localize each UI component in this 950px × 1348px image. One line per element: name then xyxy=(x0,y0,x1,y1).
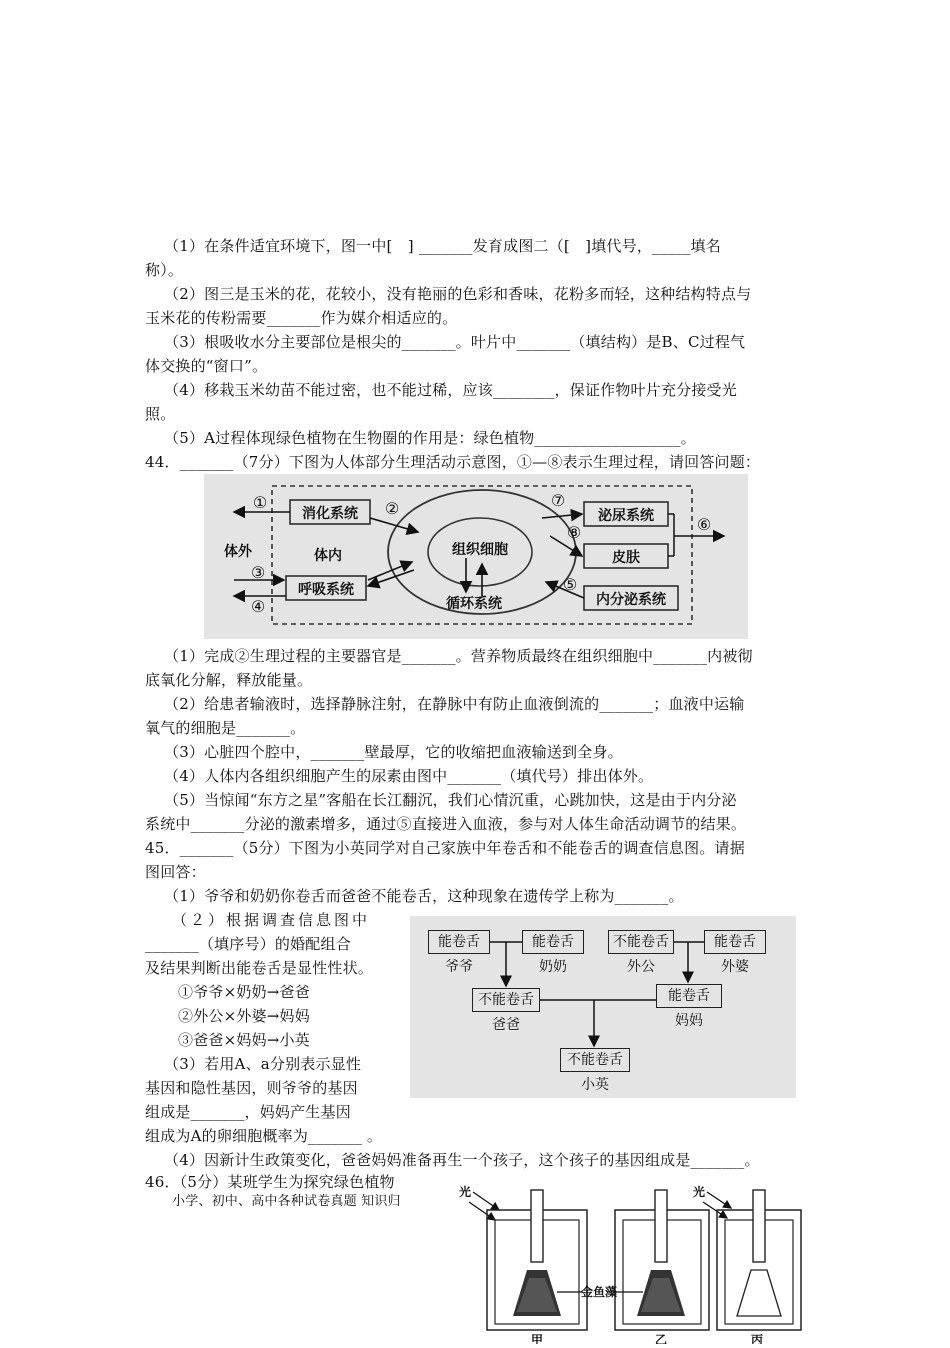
q43-part4-line2: 照。 xyxy=(145,405,176,423)
tissue-cell-label: 组织细胞 xyxy=(452,542,508,558)
mother-trait: 能卷舌 xyxy=(656,984,722,1008)
father-label: 爸爸 xyxy=(492,1017,520,1033)
q43-part5: （5）A过程体现绿色植物在生物圈的作用是：绿色植物___________________。 xyxy=(164,429,696,447)
grandma-paternal-label: 奶奶 xyxy=(539,959,567,975)
process-8-marker: ⑧ xyxy=(566,523,582,542)
footer-watermark-text: 小学、初中、高中各种试卷真题 知识归 xyxy=(172,1194,401,1209)
q44-part4: （4）人体内各组织细胞产生的尿素由图中_______（填代号）排出体外。 xyxy=(164,767,654,785)
q45-heading-line1: 45．_______（5分）下图为小英同学对自己家族中年卷舌和不能卷舌的调查信息图。请据 xyxy=(145,839,745,857)
q45-heading-line2: 图回答： xyxy=(145,863,206,881)
q45-part4: （4）因新计生政策变化，爸爸妈妈准备再生一个孩子，这个孩子的基因组成是_______。 xyxy=(164,1151,760,1169)
xiaoying-label: 小英 xyxy=(581,1077,609,1093)
q45-part2-line1: （２）根据调查信息图中 xyxy=(172,911,371,929)
q45-option-3: ③爸爸×妈妈→小英 xyxy=(178,1031,310,1049)
beaker-jia-label: 甲 xyxy=(530,1333,544,1344)
mother-label: 妈妈 xyxy=(675,1013,703,1029)
process-6-marker: ⑥ xyxy=(696,515,712,534)
physiology-diagram xyxy=(204,474,748,639)
inside-label: 体内 xyxy=(314,548,342,564)
q43-part2-line2: 玉米花的传粉需要_______作为媒介相适应的。 xyxy=(145,309,458,327)
q43-part1-line2: 称）。 xyxy=(145,261,184,279)
q46-heading: 46．（5分）某班学生为探究绿色植物 xyxy=(145,1173,395,1191)
q45-part1: （1）爷爷和奶奶你卷舌而爸爸不能卷舌，这种现象在遗传学上称为_______。 xyxy=(164,887,684,905)
q45-option-2: ②外公×外婆→妈妈 xyxy=(178,1007,310,1025)
q45-part3-line1: （3）若用A、a分别表示显性 xyxy=(164,1055,362,1073)
q44-part5-line1: （5）当惊闻“东方之星”客船在长江翻沉，我们心情沉重，心跳加快，这是由于内分泌 xyxy=(164,791,737,809)
process-3-marker: ③ xyxy=(250,563,266,582)
process-7-marker: ⑦ xyxy=(550,491,566,510)
process-4-marker: ④ xyxy=(250,597,266,616)
process-1-marker: ① xyxy=(252,493,268,512)
q44-heading: 44．_______（7分）下图为人体部分生理活动示意图，①—⑧表示生理过程，请回答问题： xyxy=(145,453,761,471)
process-2-marker: ② xyxy=(384,499,400,518)
respiratory-system-label: 呼吸系统 xyxy=(298,582,354,598)
xiaoying-trait: 不能卷舌 xyxy=(560,1048,630,1072)
grandpa-paternal-trait: 能卷舌 xyxy=(428,930,490,954)
aquatic-plant-experiment-diagram xyxy=(455,1180,805,1344)
grandpa-paternal-label: 爷爷 xyxy=(445,959,473,975)
q44-part1-line1: （1）完成②生理过程的主要器官是_______。营养物质最终在组织细胞中_______内被彻 xyxy=(164,647,753,665)
experiment-svg xyxy=(455,1180,805,1344)
q44-part1-line2: 底氧化分解，释放能量。 xyxy=(145,671,313,689)
q45-option-1: ①爷爷×奶奶→爸爸 xyxy=(178,983,310,1001)
beaker-bing-label: 丙 xyxy=(750,1333,764,1344)
urinary-system-label: 泌尿系统 xyxy=(598,508,654,524)
q45-part2-line2: _______（填序号）的婚配组合 xyxy=(145,935,351,953)
pedigree-diagram xyxy=(410,916,796,1098)
outside-label: 体外 xyxy=(224,544,252,560)
father-trait: 不能卷舌 xyxy=(472,988,540,1012)
grandpa-maternal-trait: 不能卷舌 xyxy=(608,930,674,954)
process-5-marker: ⑤ xyxy=(562,575,578,594)
grandpa-maternal-label: 外公 xyxy=(627,959,655,975)
digestive-system-label: 消化系统 xyxy=(302,506,358,522)
algae-label: 金鱼藻 xyxy=(580,1285,618,1299)
q43-part2-line1: （2）图三是玉米的花，花较小，没有艳丽的色彩和香味，花粉多而轻，这种结构特点与 xyxy=(164,285,752,303)
endocrine-system-label: 内分泌系统 xyxy=(596,592,666,608)
q44-part2-line2: 氧气的细胞是_______。 xyxy=(145,719,306,737)
q44-part2-line1: （2）给患者输液时，选择静脉注射，在静脉中有防止血液倒流的_______；血液中运输 xyxy=(164,695,745,713)
q44-part3: （3）心脏四个腔中，_______壁最厚，它的收缩把血液输送到全身。 xyxy=(164,743,623,761)
q43-part4-line1: （4）移栽玉米幼苗不能过密，也不能过稀，应该________，保证作物叶片充分接受光 xyxy=(164,381,737,399)
q43-part3-line2: 体交换的“窗口”。 xyxy=(145,357,268,375)
light-label-c: 光 xyxy=(693,1185,706,1199)
physiology-diagram-svg xyxy=(204,474,748,639)
q44-part5-line2: 系统中_______分泌的激素增多，通过⑤直接进入血液，参与对人体生命活动调节的结果。 xyxy=(145,815,747,833)
q43-part3-line1: （3）根吸收水分主要部位是根尖的_______。叶片中_______（填结构）是B、C过程气 xyxy=(164,333,746,351)
q45-part3-line3: 组成是_______，妈妈产生基因 xyxy=(145,1103,351,1121)
grandma-paternal-trait: 能卷舌 xyxy=(522,930,584,954)
circulatory-system-label: 循环系统 xyxy=(446,596,502,612)
light-label-a: 光 xyxy=(459,1185,472,1199)
grandma-maternal-label: 外婆 xyxy=(721,959,749,975)
skin-label: 皮肤 xyxy=(612,550,640,566)
q45-part2-line3: 及结果判断出能卷舌是显性性状。 xyxy=(145,959,374,977)
q45-part3-line4: 组成为A的卵细胞概率为_______ 。 xyxy=(145,1127,383,1145)
beaker-yi-label: 乙 xyxy=(654,1333,668,1344)
grandma-maternal-trait: 能卷舌 xyxy=(704,930,766,954)
q43-part1-line1: （1）在条件适宜环境下，图一中[ ] _______发育成图二（[ ]填代号，_____填名 xyxy=(164,237,721,255)
q45-part3-line2: 基因和隐性基因，则爷爷的基因 xyxy=(145,1079,358,1097)
